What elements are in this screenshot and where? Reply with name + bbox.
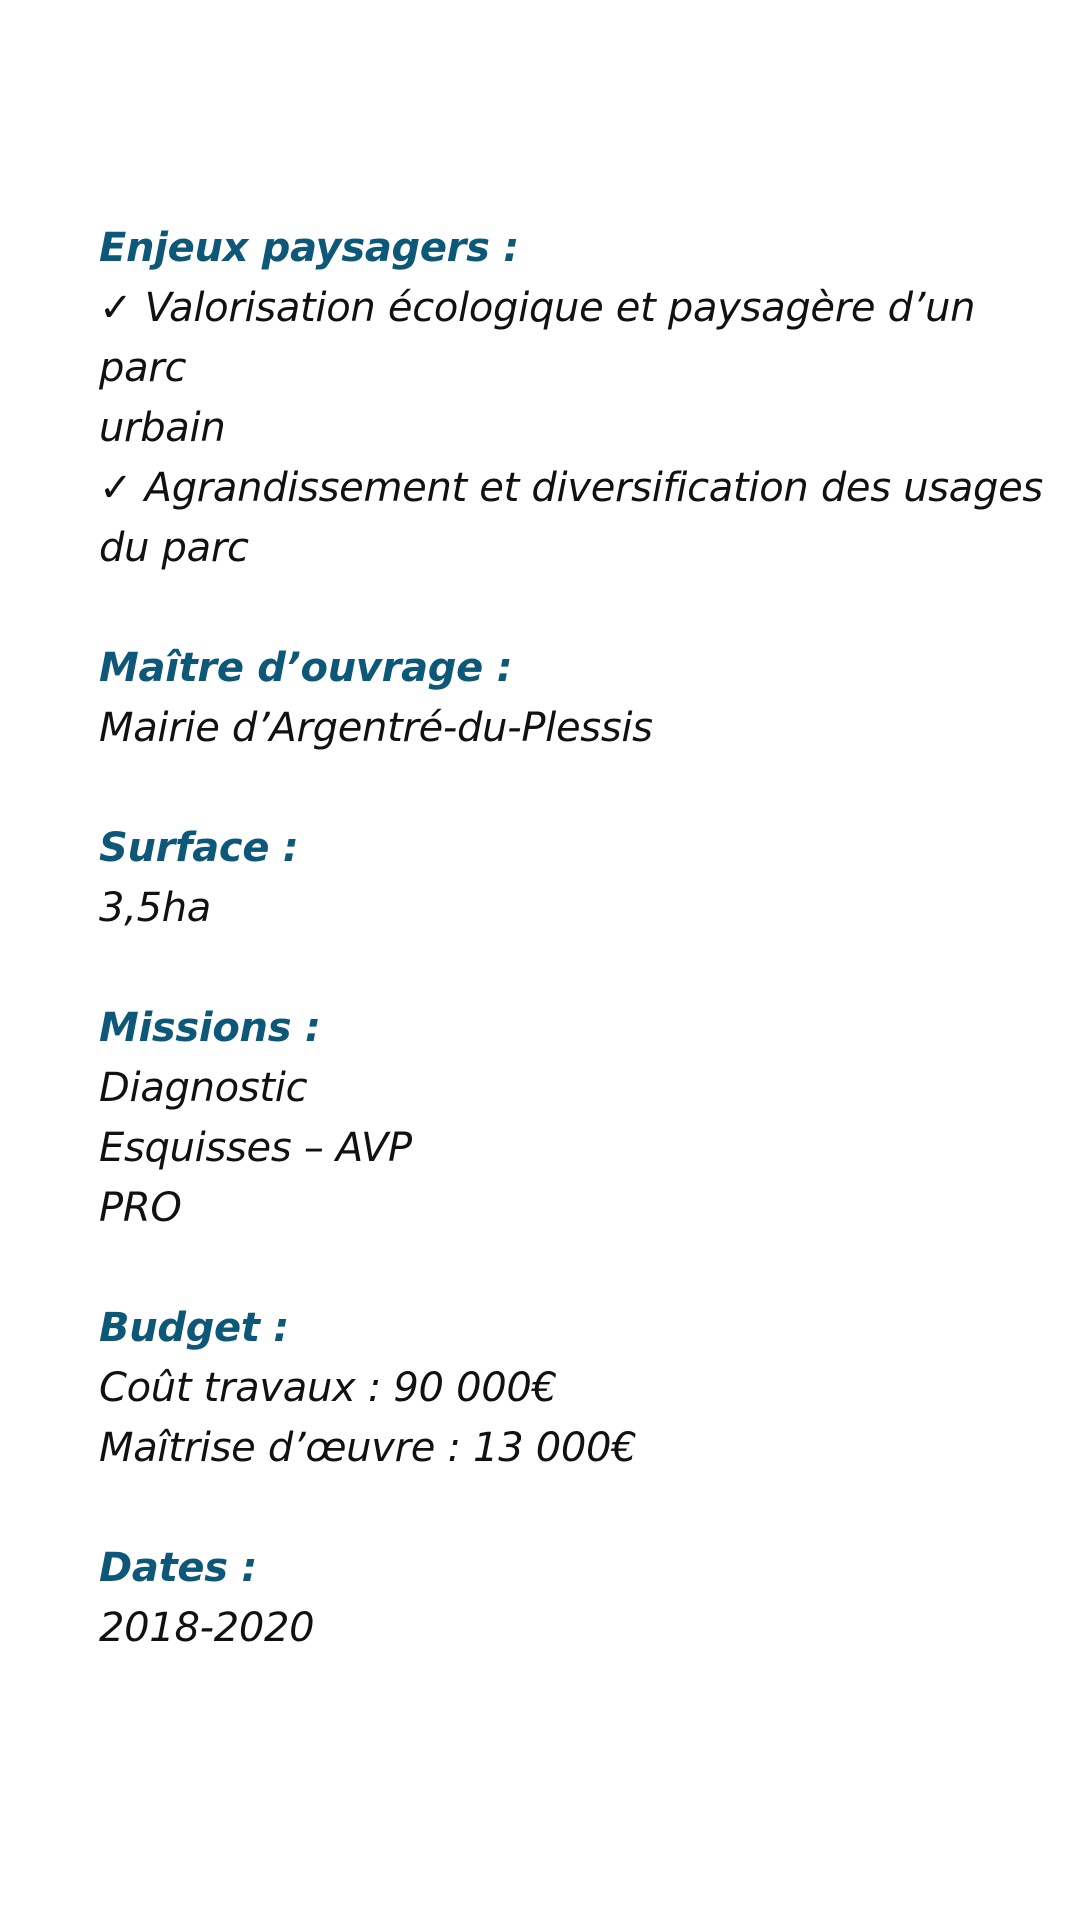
enjeux-line: ✓ Agrandissement et diversification des usages <box>99 465 1043 511</box>
mission-item: Diagnostic <box>99 1065 308 1111</box>
dates-heading: Dates : <box>99 1545 258 1591</box>
enjeux-line: ✓ Valorisation écologique et paysagère d’un <box>99 285 976 331</box>
enjeux-heading: Enjeux paysagers : <box>99 225 519 271</box>
budget-heading: Budget : <box>99 1305 290 1351</box>
surface-heading: Surface : <box>99 825 299 871</box>
budget-line: Coût travaux : 90 000€ <box>99 1365 557 1411</box>
enjeux-line: urbain <box>99 405 226 451</box>
section-missions <box>99 998 999 1238</box>
section-dates <box>99 1538 999 1658</box>
maitre-ouvrage-value: Mairie d’Argentré-du-Plessis <box>99 705 653 751</box>
section-maitre-ouvrage <box>99 638 999 758</box>
maitre-ouvrage-heading: Maître d’ouvrage : <box>99 645 513 691</box>
surface-value: 3,5ha <box>99 885 211 931</box>
enjeux-line: parc <box>99 345 187 391</box>
mission-item: Esquisses – AVP <box>99 1125 412 1171</box>
missions-heading: Missions : <box>99 1005 321 1051</box>
section-budget <box>99 1298 999 1478</box>
dates-value: 2018-2020 <box>99 1605 315 1651</box>
budget-line: Maîtrise d’œuvre : 13 000€ <box>99 1425 637 1471</box>
section-surface <box>99 818 999 938</box>
mission-item: PRO <box>99 1185 182 1231</box>
section-enjeux-paysagers <box>99 218 1043 578</box>
project-details <box>99 218 1043 1718</box>
enjeux-line: du parc <box>99 525 249 571</box>
